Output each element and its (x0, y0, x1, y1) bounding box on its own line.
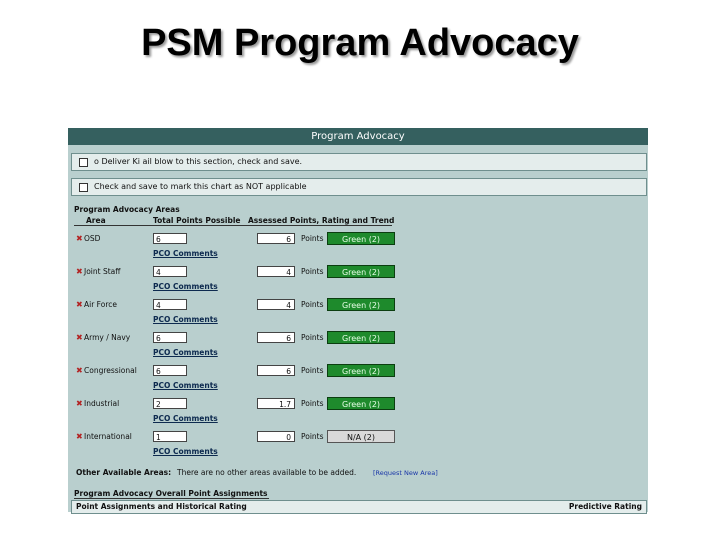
overall-divider (74, 498, 269, 499)
area-name: OSD (84, 234, 101, 243)
rating-badge[interactable]: N/A (2) (327, 430, 395, 443)
assessed-points-input[interactable]: 0 (257, 431, 295, 442)
assessed-points-input[interactable]: 6 (257, 233, 295, 244)
other-areas-text: There are no other areas available to be added. (177, 468, 357, 477)
delete-x-icon[interactable]: ✖ (76, 432, 83, 441)
possible-points-input[interactable]: 4 (153, 266, 187, 277)
column-header-possible: Total Points Possible (153, 216, 241, 225)
area-name: Army / Navy (84, 333, 131, 342)
assessed-points-input[interactable]: 1.7 (257, 398, 295, 409)
assessed-points-input[interactable]: 6 (257, 332, 295, 343)
not-applicable-checkbox-label: Check and save to mark this chart as NOT applicable (94, 182, 307, 191)
possible-points-input[interactable]: 1 (153, 431, 187, 442)
rating-badge[interactable]: Green (2) (327, 265, 395, 278)
area-name: International (84, 432, 132, 441)
rating-badge[interactable]: Green (2) (327, 331, 395, 344)
pco-comments-link[interactable]: PCO Comments (153, 282, 218, 291)
request-new-area-link[interactable]: [Request New Area] (373, 469, 438, 477)
area-row-international (68, 428, 648, 461)
column-header-divider (74, 225, 392, 226)
points-unit: Points (301, 333, 324, 342)
area-row-osd (68, 230, 648, 263)
possible-points-input[interactable]: 6 (153, 365, 187, 376)
delete-x-icon[interactable]: ✖ (76, 399, 83, 408)
rating-badge[interactable]: Green (2) (327, 232, 395, 245)
rating-badge[interactable]: Green (2) (327, 397, 395, 410)
area-name: Air Force (84, 300, 117, 309)
program-advocacy-panel (68, 128, 648, 512)
rating-badge[interactable]: Green (2) (327, 364, 395, 377)
area-name: Joint Staff (84, 267, 121, 276)
points-unit: Points (301, 399, 324, 408)
delete-x-icon[interactable]: ✖ (76, 234, 83, 243)
points-unit: Points (301, 300, 324, 309)
area-row-joint-staff (68, 263, 648, 296)
area-name: Industrial (84, 399, 120, 408)
panel-header: Program Advocacy (68, 128, 648, 145)
deliver-checkbox-row[interactable] (71, 153, 647, 171)
points-unit: Points (301, 234, 324, 243)
pco-comments-link[interactable]: PCO Comments (153, 249, 218, 258)
slide-title: PSM Program Advocacy (141, 22, 579, 64)
pco-comments-link[interactable]: PCO Comments (153, 414, 218, 423)
delete-x-icon[interactable]: ✖ (76, 366, 83, 375)
possible-points-input[interactable]: 6 (153, 332, 187, 343)
other-areas-label: Other Available Areas: (76, 468, 172, 477)
overall-point-assignments-label: Program Advocacy Overall Point Assignments (74, 489, 268, 498)
pco-comments-link[interactable]: PCO Comments (153, 315, 218, 324)
pco-comments-link[interactable]: PCO Comments (153, 447, 218, 456)
area-name: Congressional (84, 366, 137, 375)
assessed-points-input[interactable]: 6 (257, 365, 295, 376)
points-unit: Points (301, 267, 324, 276)
column-header-assessed: Assessed Points, Rating and Trend (248, 216, 395, 225)
assessed-points-input[interactable]: 4 (257, 266, 295, 277)
area-row-industrial (68, 395, 648, 428)
point-assignments-bar (71, 500, 647, 514)
not-applicable-checkbox-row[interactable] (71, 178, 647, 196)
area-row-congressional (68, 362, 648, 395)
column-header-area: Area (86, 216, 106, 225)
possible-points-input[interactable]: 2 (153, 398, 187, 409)
area-row-air-force (68, 296, 648, 329)
points-unit: Points (301, 432, 324, 441)
assessed-points-input[interactable]: 4 (257, 299, 295, 310)
section-label: Program Advocacy Areas (74, 205, 180, 214)
rating-badge[interactable]: Green (2) (327, 298, 395, 311)
possible-points-input[interactable]: 6 (153, 233, 187, 244)
delete-x-icon[interactable]: ✖ (76, 267, 83, 276)
delete-x-icon[interactable]: ✖ (76, 333, 83, 342)
deliver-checkbox-label: o Deliver Ki ail blow to this section, check and save. (94, 157, 303, 166)
points-unit: Points (301, 366, 324, 375)
area-row-army-navy (68, 329, 648, 362)
deliver-checkbox[interactable] (79, 158, 88, 167)
possible-points-input[interactable]: 4 (153, 299, 187, 310)
delete-x-icon[interactable]: ✖ (76, 300, 83, 309)
pco-comments-link[interactable]: PCO Comments (153, 348, 218, 357)
pco-comments-link[interactable]: PCO Comments (153, 381, 218, 390)
not-applicable-checkbox[interactable] (79, 183, 88, 192)
predictive-rating-label: Predictive Rating (568, 502, 642, 511)
point-assignments-historical-label: Point Assignments and Historical Rating (76, 502, 247, 511)
